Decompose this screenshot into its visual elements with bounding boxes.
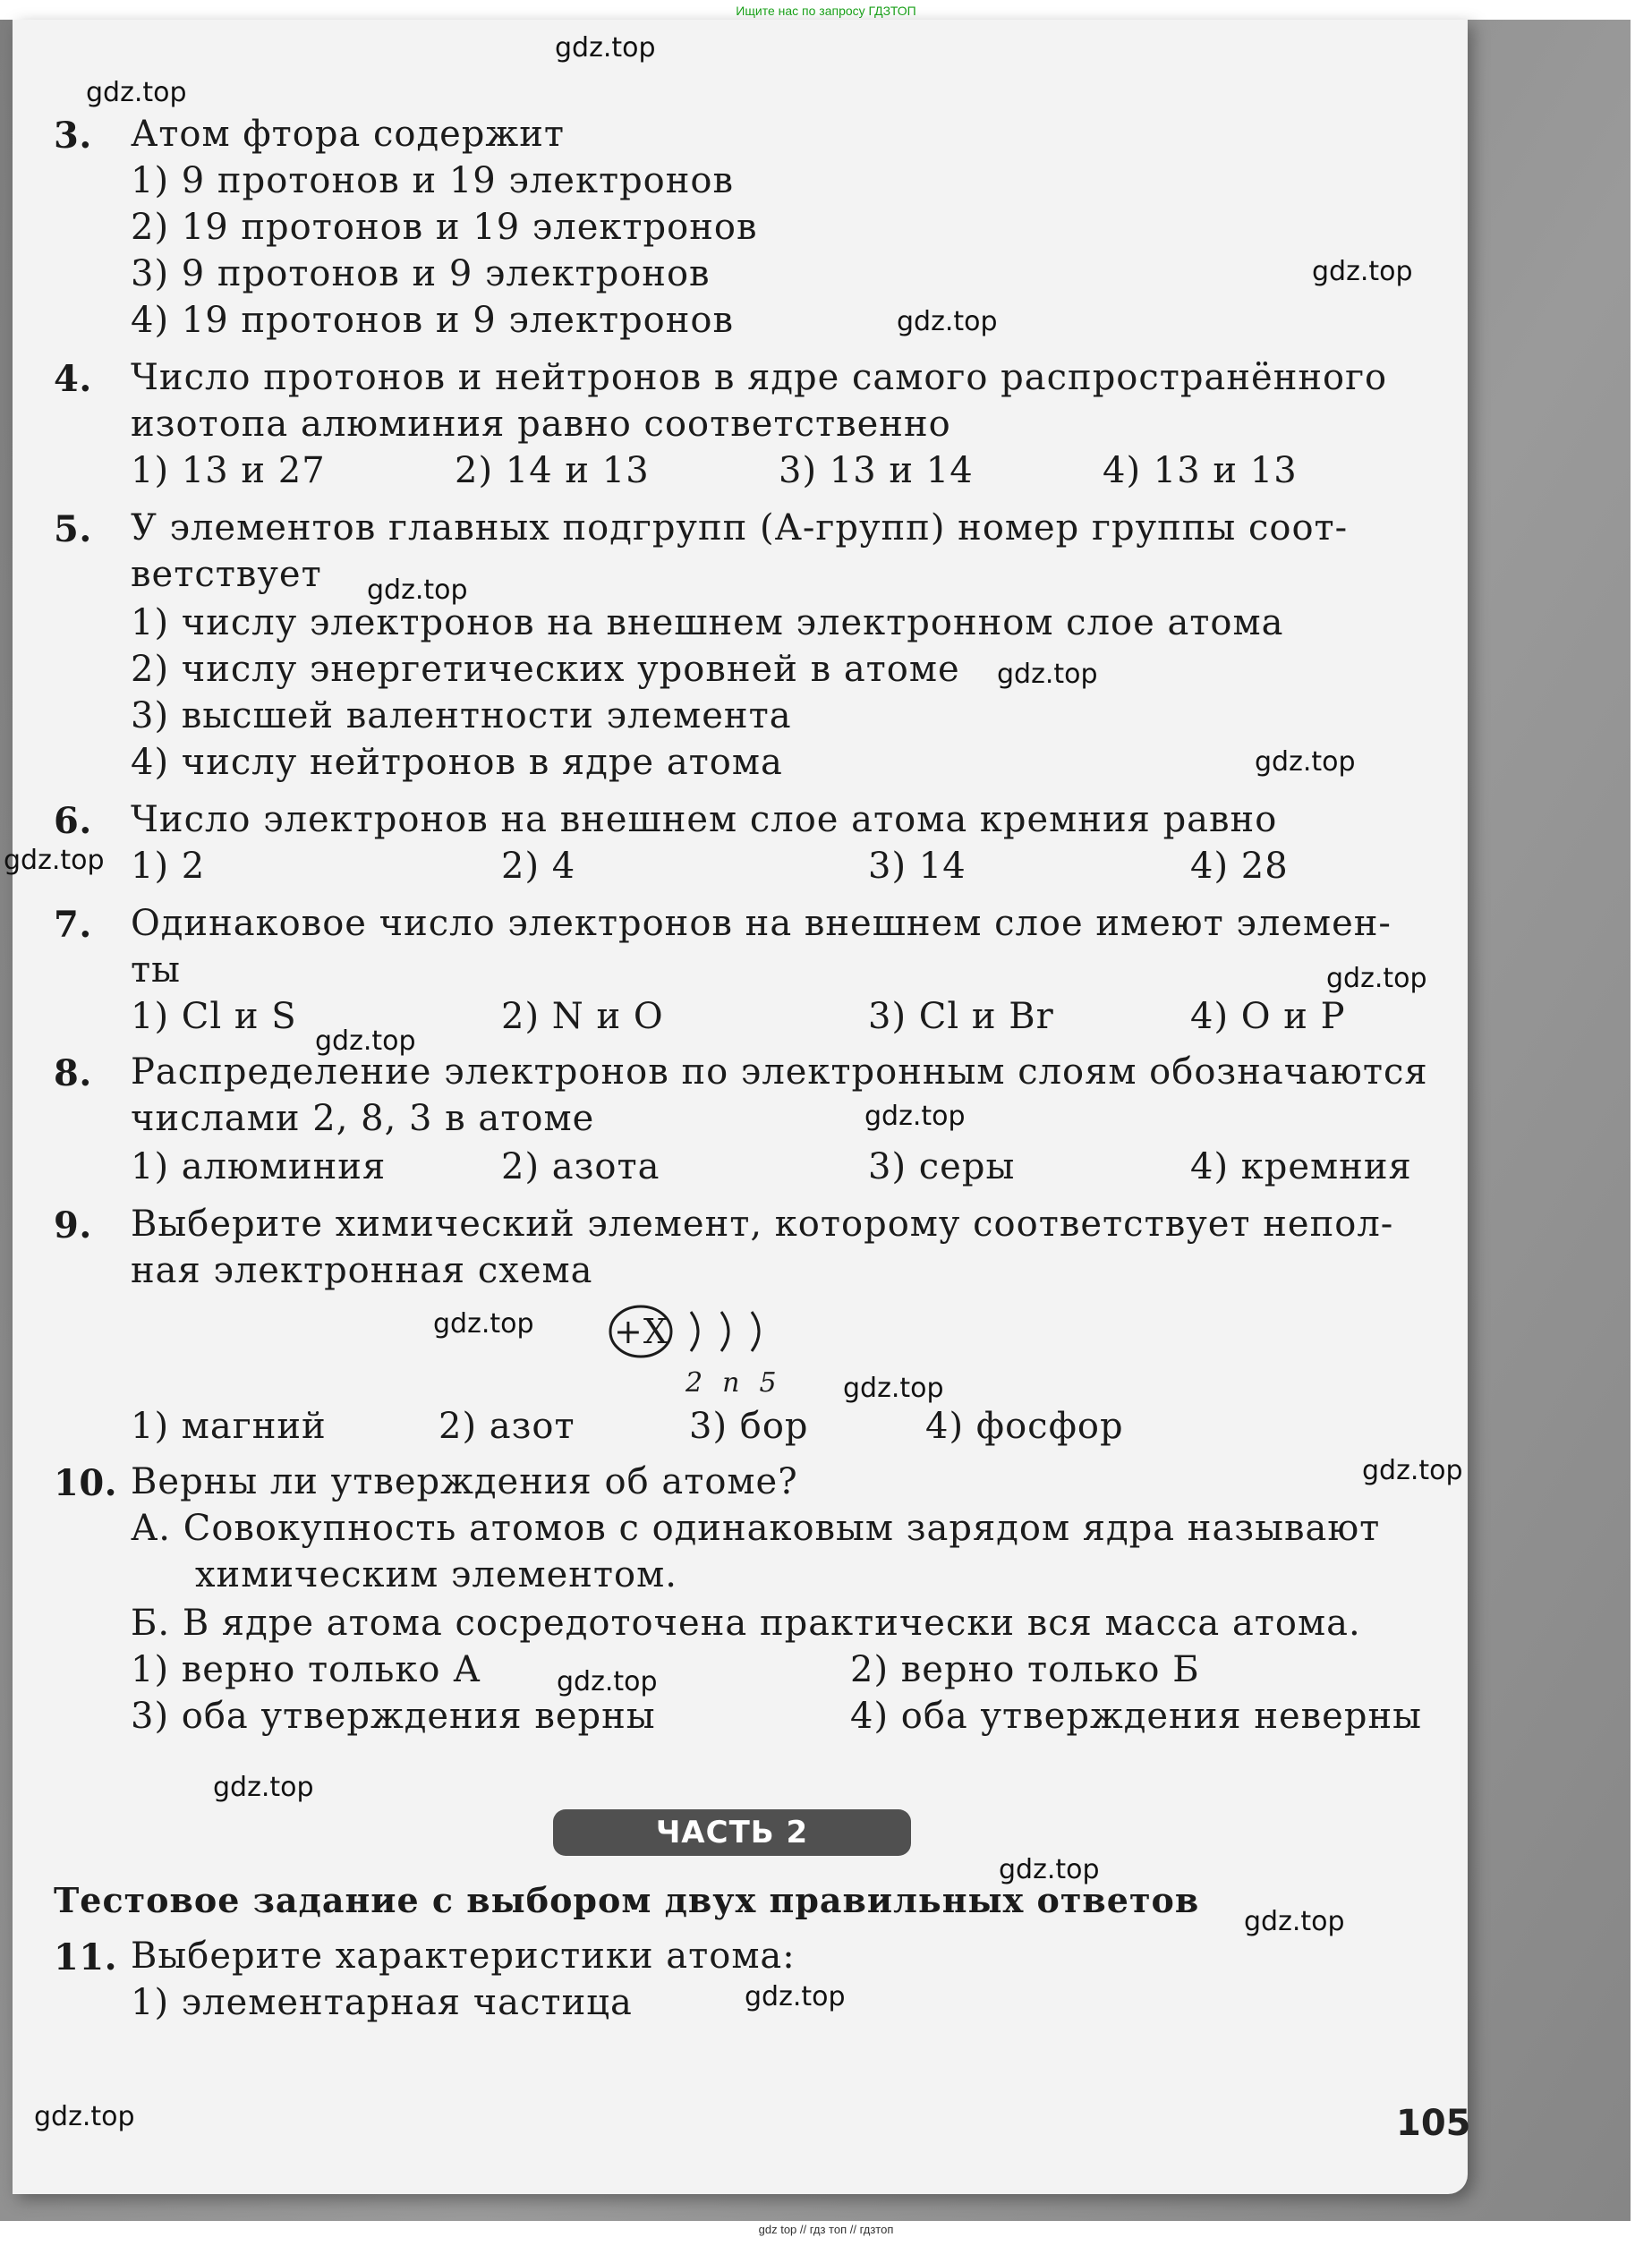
watermark: gdz.top (843, 1373, 944, 1404)
watermark: gdz.top (897, 306, 998, 337)
electron-shell-1 (691, 1312, 698, 1351)
watermark: gdz.top (555, 32, 656, 64)
question-9-option-1: 1) магний (131, 1406, 327, 1447)
watermark: gdz.top (315, 1025, 416, 1057)
question-10-statement-a-line-2: химическим элементом. (195, 1554, 677, 1595)
question-8-number: 8. (54, 1052, 92, 1094)
question-7-line-1: Одинаковое число электронов на внешнем слое имеют элемен- (131, 903, 1392, 944)
watermark: gdz.top (997, 659, 1098, 690)
question-9-option-3: 3) бор (689, 1406, 809, 1447)
question-10-option-3: 3) оба утверждения верны (131, 1696, 656, 1737)
question-5-option-1: 1) числу электронов на внешнем электронном слое атома (131, 602, 1284, 643)
question-7-option-1: 1) Cl и S (131, 996, 297, 1037)
question-3-option-1: 1) 9 протонов и 19 электронов (131, 160, 735, 201)
question-8-option-1: 1) алюминия (131, 1146, 387, 1187)
watermark: gdz.top (1244, 1906, 1345, 1937)
question-4-number: 4. (54, 358, 92, 400)
question-6-number: 6. (54, 800, 92, 842)
watermark: gdz.top (86, 77, 187, 108)
question-8-option-4: 4) кремния (1190, 1146, 1412, 1187)
question-3-number: 3. (54, 115, 92, 157)
question-7-option-2: 2) N и O (501, 996, 664, 1037)
question-8-option-3: 3) серы (868, 1146, 1016, 1187)
watermark: gdz.top (1326, 963, 1427, 994)
question-3-text: Атом фтора содержит (131, 114, 565, 155)
question-10-number: 10. (54, 1462, 118, 1504)
question-5-option-2: 2) числу энергетических уровней в атоме (131, 649, 960, 690)
watermark: gdz.top (367, 574, 468, 606)
question-11-number: 11. (54, 1936, 118, 1978)
scheme-level-labels: 2 n 5 (685, 1367, 778, 1399)
question-4-line-2: изотопа алюминия равно соответственно (131, 404, 951, 445)
question-5-line-1: У элементов главных подгрупп (А-групп) номер группы соот- (131, 507, 1349, 549)
question-3-option-4: 4) 19 протонов и 9 электронов (131, 300, 735, 341)
watermark: gdz.top (1255, 746, 1356, 778)
header-note: Ищите нас по запросу ГДЗТОП (736, 4, 916, 18)
page-number: 105 (1396, 2103, 1471, 2144)
question-5-line-2: ветствует (131, 554, 322, 595)
question-3-option-2: 2) 19 протонов и 19 электронов (131, 207, 758, 248)
watermark: gdz.top (864, 1101, 966, 1132)
question-10-option-1: 1) верно только А (131, 1649, 481, 1690)
question-8-line-1: Распределение электронов по электронным слоям обозначаются (131, 1051, 1428, 1093)
question-7-line-2: ты (131, 949, 181, 991)
question-7-number: 7. (54, 904, 92, 946)
electron-shell-2 (721, 1312, 728, 1351)
question-6-option-2: 2) 4 (501, 846, 576, 887)
question-10-statement-a-line-1: А. Совокупность атомов с одинаковым зарядом ядра называют (131, 1508, 1381, 1549)
watermark: gdz.top (34, 2101, 135, 2132)
question-9-option-4: 4) фосфор (925, 1406, 1124, 1447)
watermark: gdz.top (4, 845, 105, 876)
question-9-number: 9. (54, 1204, 92, 1246)
watermark: gdz.top (1312, 256, 1413, 287)
question-4-option-3: 3) 13 и 14 (779, 450, 974, 491)
question-4-line-1: Число протонов и нейтронов в ядре самого распространённого (131, 357, 1388, 398)
question-10-option-2: 2) верно только Б (850, 1649, 1200, 1690)
watermark: gdz.top (557, 1666, 658, 1697)
question-3-option-3: 3) 9 протонов и 9 электронов (131, 253, 711, 294)
question-11-text: Выберите характеристики атома: (131, 1935, 796, 1977)
watermark: gdz.top (433, 1308, 534, 1340)
question-7-option-3: 3) Cl и Br (868, 996, 1054, 1037)
question-10-statement-b: Б. В ядре атома сосредоточена практически вся масса атома. (131, 1603, 1361, 1644)
question-4-option-1: 1) 13 и 27 (131, 450, 326, 491)
question-11-option-1: 1) элементарная частица (131, 1982, 633, 2023)
footer-note: gdz top // гдз топ // гдзтоп (758, 2223, 894, 2236)
watermark: gdz.top (999, 1854, 1100, 1885)
question-10-text: Верны ли утверждения об атоме? (131, 1461, 798, 1502)
watermark: gdz.top (213, 1772, 314, 1803)
electron-shell-3 (752, 1312, 759, 1351)
question-9-line-2: ная электронная схема (131, 1250, 593, 1291)
question-6-option-4: 4) 28 (1190, 846, 1289, 887)
part-2-subtitle: Тестовое задание с выбором двух правильных ответов (54, 1880, 1200, 1920)
question-7-option-4: 4) O и P (1190, 996, 1346, 1037)
question-6-text: Число электронов на внешнем слое атома кремния равно (131, 799, 1278, 840)
question-5-number: 5. (54, 508, 92, 550)
question-4-option-2: 2) 14 и 13 (455, 450, 650, 491)
question-9-option-2: 2) азот (439, 1406, 575, 1447)
question-8-line-2: числами 2, 8, 3 в атоме (131, 1098, 595, 1139)
part-2-banner: ЧАСТЬ 2 (553, 1809, 911, 1856)
scheme-nucleus-label: +X (614, 1312, 668, 1351)
question-4-option-4: 4) 13 и 13 (1103, 450, 1298, 491)
question-5-option-3: 3) высшей валентности элемента (131, 695, 792, 736)
question-6-option-3: 3) 14 (868, 846, 967, 887)
question-10-option-4: 4) оба утверждения неверны (850, 1696, 1422, 1737)
question-8-option-2: 2) азота (501, 1146, 660, 1187)
question-6-option-1: 1) 2 (131, 846, 206, 887)
question-9-line-1: Выберите химический элемент, которому соответствует непол- (131, 1204, 1394, 1245)
question-5-option-4: 4) числу нейтронов в ядре атома (131, 742, 783, 783)
watermark: gdz.top (1362, 1455, 1463, 1486)
watermark: gdz.top (745, 1981, 846, 2012)
